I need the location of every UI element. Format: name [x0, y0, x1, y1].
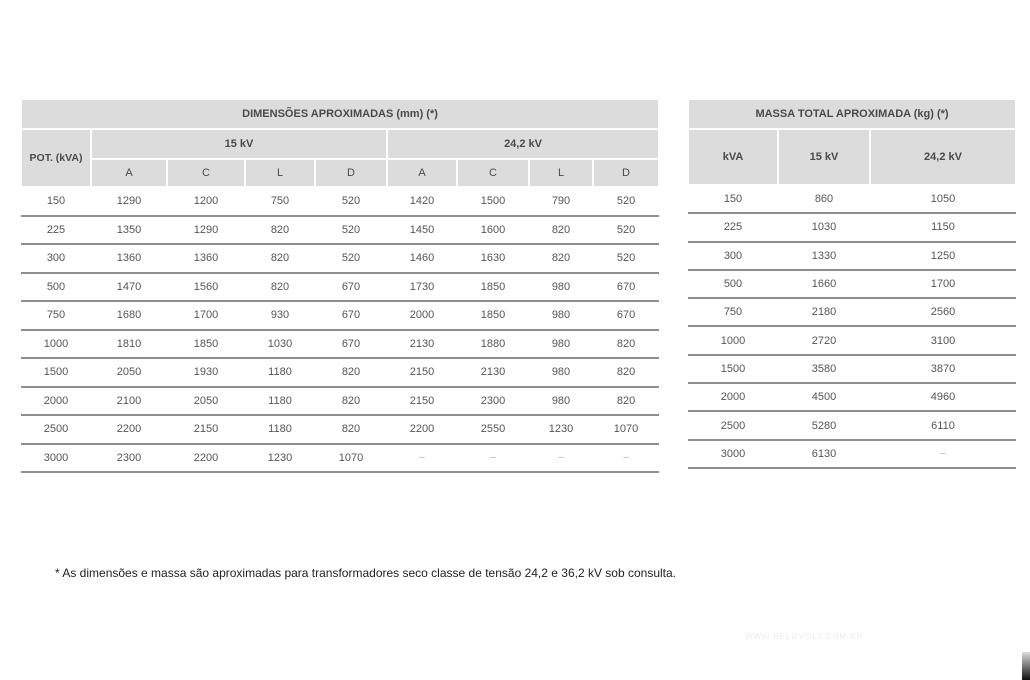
dimension-cell: 1290 — [91, 187, 167, 216]
dimension-cell: 670 — [315, 273, 387, 302]
dimension-cell: 1180 — [245, 415, 315, 444]
dimension-cell: 2300 — [91, 444, 167, 473]
watermark: WWW.BELOVOLT.COM.BR — [745, 632, 864, 641]
dimension-cell: 1420 — [387, 187, 457, 216]
kva-cell: 225 — [688, 213, 778, 241]
dimension-cell: 1630 — [457, 244, 529, 273]
dimension-cell: 820 — [529, 216, 593, 245]
kva-cell: 300 — [688, 242, 778, 270]
table-row — [688, 440, 1016, 468]
table-row — [21, 415, 659, 444]
dimension-cell: 820 — [529, 244, 593, 273]
mass-cell: 2720 — [778, 326, 870, 354]
dimension-cell: 1460 — [387, 244, 457, 273]
dimension-cell: 1850 — [167, 330, 245, 359]
table-row — [688, 411, 1016, 439]
mass-table — [687, 98, 1017, 469]
power-cell: 750 — [21, 301, 91, 330]
dimension-cell: 980 — [529, 387, 593, 416]
dimension-cell: 1930 — [167, 358, 245, 387]
footnote: * As dimensões e massa são aproximadas para transformadores seco classe de tensão 24,2 e 36,2 kV sob consulta. — [55, 566, 677, 580]
power-cell: 2500 — [21, 415, 91, 444]
mass-cell: 4500 — [778, 383, 870, 411]
mass-cell: 2180 — [778, 298, 870, 326]
kva-cell: 750 — [688, 298, 778, 326]
dimension-cell: 520 — [593, 216, 659, 245]
dimension-cell: 1560 — [167, 273, 245, 302]
dimension-cell: 1500 — [457, 187, 529, 216]
dimension-cell: 520 — [315, 216, 387, 245]
dimension-cell: 2130 — [387, 330, 457, 359]
table-row — [688, 213, 1016, 241]
dimension-cell: 2150 — [167, 415, 245, 444]
table-row — [21, 187, 659, 216]
power-cell: 3000 — [21, 444, 91, 473]
mass-cell: 5280 — [778, 411, 870, 439]
mass-cell: 6130 — [778, 440, 870, 468]
dimension-cell: 2200 — [167, 444, 245, 473]
mass-cell: 1050 — [870, 185, 1016, 213]
table-row — [21, 387, 659, 416]
kva-cell: 150 — [688, 185, 778, 213]
power-cell: 150 — [21, 187, 91, 216]
dimension-cell: 1680 — [91, 301, 167, 330]
dimension-cell: 1200 — [167, 187, 245, 216]
table-row — [688, 185, 1016, 213]
dimension-cell: 980 — [529, 330, 593, 359]
dimension-cell: 1850 — [457, 301, 529, 330]
dimension-cell: 820 — [315, 358, 387, 387]
dimension-cell: 1360 — [167, 244, 245, 273]
table-row — [688, 355, 1016, 383]
mass-cell: 1660 — [778, 270, 870, 298]
mass-cell: – — [870, 440, 1016, 468]
dimension-cell: 2000 — [387, 301, 457, 330]
dimension-cell: 2200 — [91, 415, 167, 444]
dimension-cell: 1230 — [245, 444, 315, 473]
dimension-cell: 980 — [529, 301, 593, 330]
dimension-cell: 980 — [529, 358, 593, 387]
mass-title: MASSA TOTAL APROXIMADA (kg) (*) — [688, 99, 1016, 129]
mass-cell: 3580 — [778, 355, 870, 383]
mass-cell: 6110 — [870, 411, 1016, 439]
dimension-cell: 2130 — [457, 358, 529, 387]
dimension-cell: 820 — [593, 358, 659, 387]
table-row — [21, 244, 659, 273]
dimension-cell: 2050 — [91, 358, 167, 387]
kva-cell: 3000 — [688, 440, 778, 468]
table-row — [21, 444, 659, 473]
dimension-cell: 670 — [315, 330, 387, 359]
dimension-column-header: A — [91, 159, 167, 187]
dimension-cell: 1070 — [593, 415, 659, 444]
dimension-column-header: L — [529, 159, 593, 187]
edge-mark — [1022, 652, 1030, 680]
dimension-cell: 820 — [245, 216, 315, 245]
dimension-cell: 930 — [245, 301, 315, 330]
dimension-cell: 2300 — [457, 387, 529, 416]
kva-cell: 1000 — [688, 326, 778, 354]
dimension-cell: 1700 — [167, 301, 245, 330]
dimension-cell: 2100 — [91, 387, 167, 416]
dimension-column-header: L — [245, 159, 315, 187]
dimension-cell: 820 — [245, 244, 315, 273]
power-column-header: POT. (kVA) — [21, 129, 91, 187]
dimension-cell: 820 — [315, 415, 387, 444]
mass-column-header: kVA — [688, 129, 778, 185]
dimension-cell: 520 — [593, 187, 659, 216]
dimension-cell: 2150 — [387, 358, 457, 387]
table-row — [688, 298, 1016, 326]
dimension-cell: 520 — [593, 244, 659, 273]
table-row — [21, 358, 659, 387]
table-row — [688, 383, 1016, 411]
mass-cell: 4960 — [870, 383, 1016, 411]
dimension-cell: 790 — [529, 187, 593, 216]
dimension-column-header: D — [593, 159, 659, 187]
dimension-cell: 1470 — [91, 273, 167, 302]
mass-cell: 2560 — [870, 298, 1016, 326]
dimension-cell: 2150 — [387, 387, 457, 416]
dimension-cell: 1290 — [167, 216, 245, 245]
dimension-cell: 1880 — [457, 330, 529, 359]
dimension-cell: 820 — [245, 273, 315, 302]
mass-cell: 1030 — [778, 213, 870, 241]
mass-cell: 860 — [778, 185, 870, 213]
dimension-cell: – — [457, 444, 529, 473]
dimension-cell: 2050 — [167, 387, 245, 416]
table-row — [21, 216, 659, 245]
table-row — [688, 326, 1016, 354]
group-header-24kv: 24,2 kV — [387, 129, 659, 159]
dimension-cell: – — [593, 444, 659, 473]
dimension-cell: 1600 — [457, 216, 529, 245]
mass-column-header: 15 kV — [778, 129, 870, 185]
mass-cell: 3870 — [870, 355, 1016, 383]
dimension-cell: – — [529, 444, 593, 473]
dimension-cell: 1350 — [91, 216, 167, 245]
dimension-cell: 980 — [529, 273, 593, 302]
dimension-cell: 1850 — [457, 273, 529, 302]
dimension-column-header: A — [387, 159, 457, 187]
dimension-cell: 1030 — [245, 330, 315, 359]
dimension-column-header: D — [315, 159, 387, 187]
dimension-cell: 1230 — [529, 415, 593, 444]
dimension-cell: 520 — [315, 187, 387, 216]
dimension-cell: 1360 — [91, 244, 167, 273]
dimension-cell: 670 — [593, 301, 659, 330]
power-cell: 500 — [21, 273, 91, 302]
dimension-cell: 750 — [245, 187, 315, 216]
dimension-column-header: C — [167, 159, 245, 187]
power-cell: 1500 — [21, 358, 91, 387]
table-row — [21, 330, 659, 359]
dimensions-table — [20, 98, 660, 473]
mass-cell: 1250 — [870, 242, 1016, 270]
dimension-cell: – — [387, 444, 457, 473]
power-cell: 300 — [21, 244, 91, 273]
dimensions-title: DIMENSÕES APROXIMADAS (mm) (*) — [21, 99, 659, 129]
power-cell: 2000 — [21, 387, 91, 416]
dimension-cell: 820 — [315, 387, 387, 416]
dimension-cell: 670 — [315, 301, 387, 330]
power-cell: 225 — [21, 216, 91, 245]
mass-cell: 3100 — [870, 326, 1016, 354]
kva-cell: 2000 — [688, 383, 778, 411]
dimension-cell: 1450 — [387, 216, 457, 245]
table-row — [688, 242, 1016, 270]
mass-cell: 1150 — [870, 213, 1016, 241]
kva-cell: 2500 — [688, 411, 778, 439]
dimension-cell: 1180 — [245, 387, 315, 416]
dimension-cell: 2550 — [457, 415, 529, 444]
dimension-cell: 1730 — [387, 273, 457, 302]
power-cell: 1000 — [21, 330, 91, 359]
mass-cell: 1330 — [778, 242, 870, 270]
group-header-15kv: 15 kV — [91, 129, 387, 159]
dimension-cell: 670 — [593, 273, 659, 302]
dimension-column-header: C — [457, 159, 529, 187]
dimension-cell: 520 — [315, 244, 387, 273]
dimension-cell: 2200 — [387, 415, 457, 444]
dimension-cell: 1070 — [315, 444, 387, 473]
mass-column-header: 24,2 kV — [870, 129, 1016, 185]
kva-cell: 500 — [688, 270, 778, 298]
kva-cell: 1500 — [688, 355, 778, 383]
dimension-cell: 1180 — [245, 358, 315, 387]
dimension-cell: 820 — [593, 330, 659, 359]
table-row — [21, 273, 659, 302]
table-row — [688, 270, 1016, 298]
mass-cell: 1700 — [870, 270, 1016, 298]
dimension-cell: 820 — [593, 387, 659, 416]
table-row — [21, 301, 659, 330]
dimension-cell: 1810 — [91, 330, 167, 359]
